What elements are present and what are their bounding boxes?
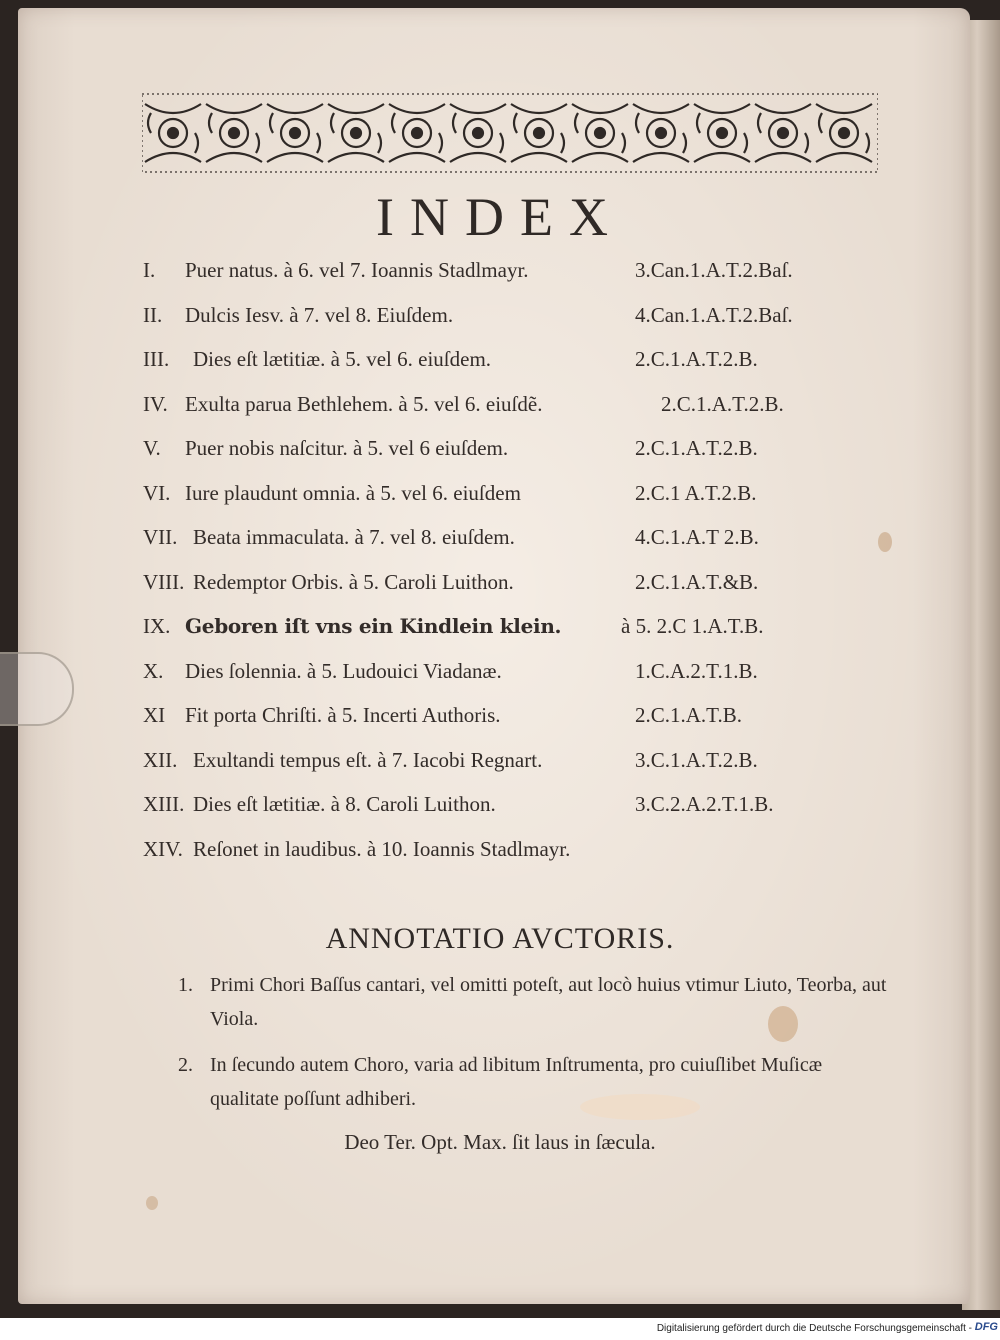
entry-title: Dies ſolennia. à 5. Ludouici Viadanæ. xyxy=(185,658,502,683)
index-entry xyxy=(143,481,883,521)
annotation-title: ANNOTATIO AVCTORIS. xyxy=(325,922,675,955)
ornament-motif xyxy=(694,104,750,162)
entry-title: Fit porta Chriſti. à 5. Incerti Authoris. xyxy=(185,703,501,727)
note-number: 1. xyxy=(178,974,193,996)
entry-voicing: 3.C.2.A.2.T.1.B. xyxy=(635,792,774,816)
ornamental-border xyxy=(142,92,878,174)
paper-stain xyxy=(878,532,892,552)
entry-title: Geboren iſt vns ein Kindlein klein. xyxy=(185,614,562,638)
entry-title: Puer natus. à 6. vel 7. Ioannis Stadlmayr. xyxy=(185,258,529,282)
note-number: 2. xyxy=(178,1054,193,1076)
entry-number: XIV. xyxy=(143,836,183,861)
entry-number: VIII. xyxy=(143,569,185,594)
entry-number: XIII. xyxy=(143,792,185,816)
entry-voicing: 3.Can.1.A.T.2.Baſ. xyxy=(635,258,793,282)
entry-number: IX. xyxy=(143,614,171,638)
index-entry xyxy=(143,258,883,298)
index-entry xyxy=(143,837,883,877)
entry-title: Redemptor Orbis. à 5. Caroli Luithon. xyxy=(193,569,514,594)
index-entry xyxy=(143,303,883,343)
entry-title: Exulta parua Bethlehem. à 5. vel 6. eiuſdẽ. xyxy=(185,391,543,416)
entry-title: Dies eſt lætitiæ. à 8. Caroli Luithon. xyxy=(193,792,496,816)
closing-line: Deo Ter. Opt. Max. ſit laus in ſæcula. xyxy=(344,1130,656,1154)
entry-number: X. xyxy=(143,658,164,683)
entry-voicing: 2.C.1.A.T.2.B. xyxy=(661,391,784,416)
ornament-motif xyxy=(389,104,445,162)
entry-voicing: 3.C.1.A.T.2.B. xyxy=(635,747,758,772)
entry-title: Dies eſt lætitiæ. à 5. vel 6. eiuſdem. xyxy=(193,347,492,371)
entry-number: IV. xyxy=(143,391,168,416)
entry-title: Dulcis Iesv. à 7. vel 8. Eiuſdem. xyxy=(185,302,454,327)
entry-number: VII. xyxy=(143,525,178,549)
index-entry xyxy=(143,525,883,565)
ornament-motif xyxy=(328,104,384,162)
digitization-footer xyxy=(0,1318,1000,1340)
entry-number: VI. xyxy=(143,480,171,505)
note-text: In ſecundo autem Choro, varia ad libitum Inſtrumenta, pro cuiuſlibet Muſicæ qualitate poſſunt adhiberi. xyxy=(210,1054,823,1110)
entry-voicing: à 5. 2.C 1.A.T.B. xyxy=(621,614,764,638)
index-entry xyxy=(143,703,883,743)
entry-number: III. xyxy=(143,347,170,371)
entry-number: II. xyxy=(143,302,163,327)
note-text: Primi Chori Baſſus cantari, vel omitti poteſt, aut locò huius vtimur Liuto, Teorba, aut Viola. xyxy=(210,974,887,1030)
ornament-motif xyxy=(633,104,689,162)
entry-voicing: 1.C.A.2.T.1.B. xyxy=(635,658,758,683)
index-entry xyxy=(143,614,883,654)
entry-voicing: 2.C.1.A.T.2.B. xyxy=(635,436,758,460)
ornament-motif xyxy=(755,104,811,162)
entry-number: V. xyxy=(143,436,161,460)
ornament-motif xyxy=(267,104,323,162)
index-entry xyxy=(143,659,883,699)
entry-voicing: 2.C.1.A.T.2.B. xyxy=(635,347,758,371)
paper-stain xyxy=(146,1196,158,1210)
paper-stain xyxy=(580,1094,700,1120)
index-entry xyxy=(143,347,883,387)
entry-title: Iure plaudunt omnia. à 5. vel 6. eiuſdem xyxy=(185,480,521,505)
entry-voicing: 2.C.1.A.T.B. xyxy=(635,703,742,727)
ornament-motif xyxy=(511,104,567,162)
dfg-logo: DFG xyxy=(974,1321,998,1333)
plastic-clip xyxy=(0,652,74,726)
ornament-motif xyxy=(450,104,506,162)
page-title: INDEX xyxy=(376,187,624,247)
entry-title: Beata immaculata. à 7. vel 8. eiuſdem. xyxy=(193,525,515,549)
entry-title: Reſonet in laudibus. à 10. Ioannis Stadlmayr. xyxy=(193,836,571,861)
entry-title: Puer nobis naſcitur. à 5. vel 6 eiuſdem. xyxy=(185,436,509,460)
index-entry xyxy=(143,392,883,432)
ornament-motif xyxy=(816,104,872,162)
footer-credit: Digitalisierung gefördert durch die Deutsche Forschungsgemeinschaft - xyxy=(656,1323,972,1334)
index-entry xyxy=(143,748,883,788)
entry-number: XII. xyxy=(143,747,178,772)
index-entry xyxy=(143,570,883,610)
entry-voicing: 4.Can.1.A.T.2.Baſ. xyxy=(635,302,793,327)
entry-voicing: 2.C.1.A.T.&B. xyxy=(635,569,759,594)
ornament-motif xyxy=(145,104,201,162)
index-entry xyxy=(143,792,883,832)
entry-number: XI xyxy=(143,703,166,727)
ornament-motif xyxy=(572,104,628,162)
ornament-motif xyxy=(206,104,262,162)
paper-stain xyxy=(768,1006,798,1042)
entry-number: I. xyxy=(143,258,156,282)
entry-voicing: 2.C.1 A.T.2.B. xyxy=(635,480,757,505)
entry-voicing: 4.C.1.A.T 2.B. xyxy=(635,525,759,549)
entry-title: Exultandi tempus eſt. à 7. Iacobi Regnart. xyxy=(193,747,543,772)
index-entry xyxy=(143,436,883,476)
